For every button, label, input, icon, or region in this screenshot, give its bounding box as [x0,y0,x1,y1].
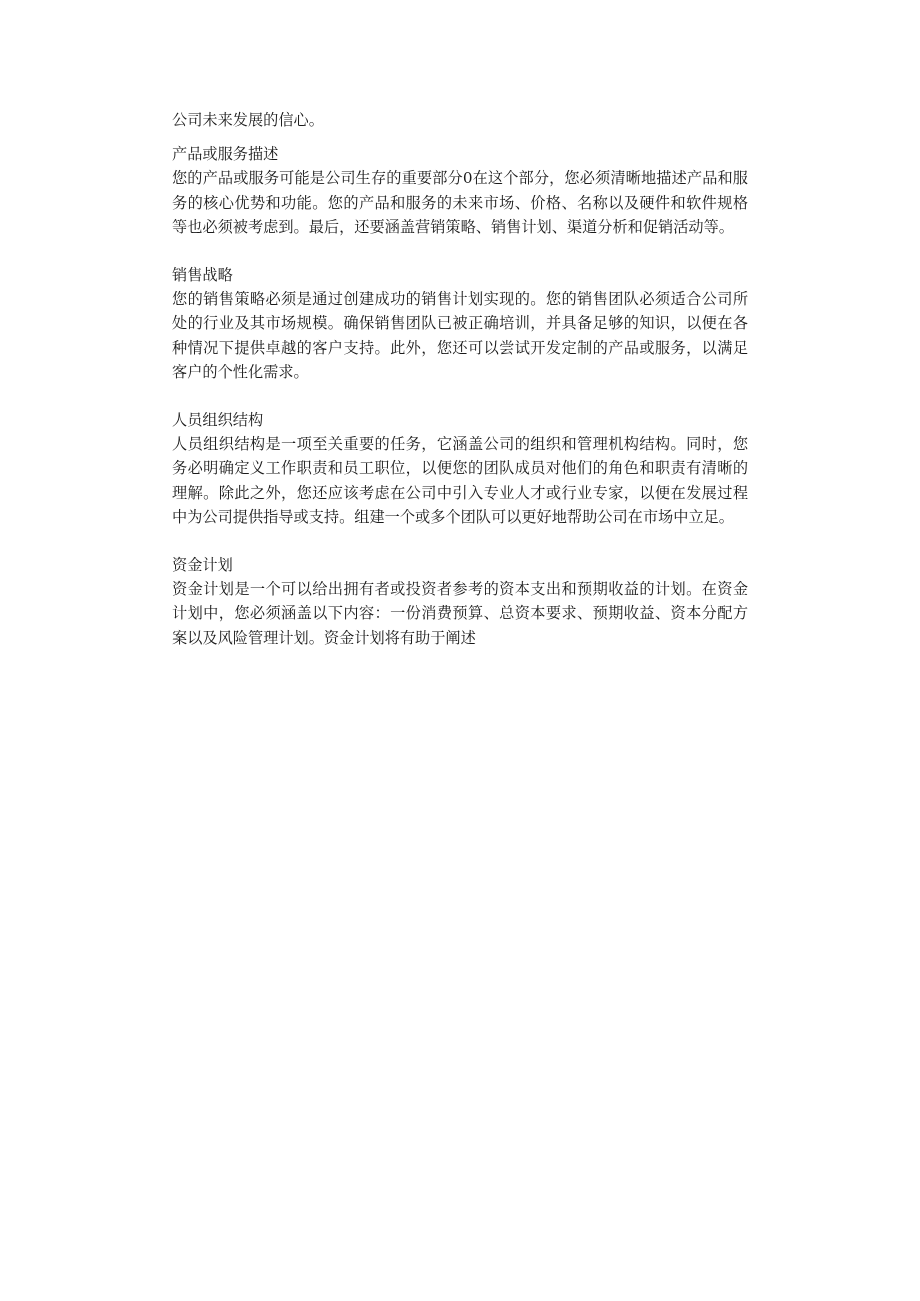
section-sales-strategy [172,263,748,384]
section-body: 您的产品或服务可能是公司生存的重要部分0在这个部分，您必须清晰地描述产品和服务的核心优势和功能。您的产品和服务的未来市场、价格、名称以及硬件和软件规格等也必须被考虑到。最后，还要涵盖营销策略、销售计划、渠道分析和促销活动等。 [172,169,748,236]
section-org-structure [172,408,748,529]
section-body: 资金计划是一个可以给出拥有者或投资者参考的资本支出和预期收益的计划。在资金计划中，您必须涵盖以下内容：一份消费预算、总资本要求、预期收益、资本分配方案以及风险管理计划。资金计划将有助于阐述 [172,580,748,647]
section-heading: 人员组织结构 [172,411,264,430]
section-heading: 产品或服务描述 [172,145,279,164]
section-body: 您的销售策略必须是通过创建成功的销售计划实现的。您的销售团队必须适合公司所处的行业及其市场规模。确保销售团队已被正确培训，并具备足够的知识，以便在各种情况下提供卓越的客户支持。此外，您还可以尝试开发定制的产品或服务，以满足客户的个性化需求。 [172,290,748,381]
section-product-description [172,142,748,239]
document-page [172,108,748,650]
section-heading: 销售战略 [172,266,233,285]
section-body: 人员组织结构是一项至关重要的任务，它涵盖公司的组织和管理机构结构。同时，您务必明确定义工作职责和员工职位，以便您的团队成员对他们的角色和职责有清晰的理解。除此之外，您还应该考虑在公司中引入专业人才或行业专家，以便在发展过程中为公司提供指导或支持。组建一个或多个团队可以更好地帮助公司在市场中立足。 [172,435,748,526]
section-funding-plan [172,553,748,650]
section-heading: 资金计划 [172,556,233,575]
intro-paragraph: 公司未来发展的信心。 [172,111,324,129]
